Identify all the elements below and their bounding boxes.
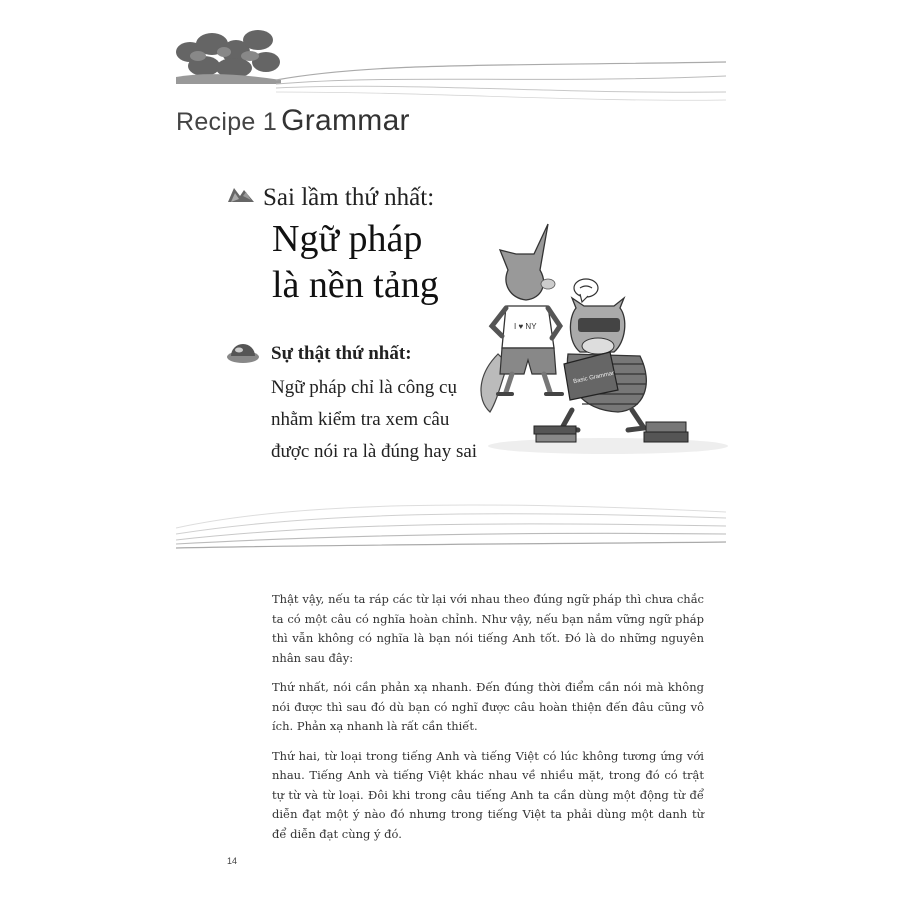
thumbs-down-icon — [226, 184, 256, 206]
body-paragraph: Thứ hai, từ loại trong tiếng Anh và tiếng Việt có lúc không tương ứng với nhau. Tiếng Anh và tiếng Việt khác nhau về nhiều mặt, trong đó có trật tự từ và từ loại. Đôi khi trong câu tiếng Anh ta cần dùng một động từ để diễn đạt một ý nào đó nhưng trong tiếng Việt ta phải dùng một danh từ để diễn đạt cùng ý đó. — [272, 748, 704, 841]
truth-line: Ngữ pháp chỉ là công cụ — [271, 377, 457, 398]
grammar-book-text: Basic Grammar — [572, 370, 615, 386]
body-paragraph: Thứ nhất, nói cần phản xạ nhanh. Đến đúng thời điểm cần nói mà không nói được thì sau đó dù bạn có nghĩ được câu hoàn thiện đến đâu cũng vô ích. Phản xạ nhanh là rất cần thiết. — [272, 680, 704, 733]
body-text — [272, 590, 704, 854]
speech-bubble — [574, 279, 598, 297]
truth-label: Sự thật thứ nhất: — [271, 343, 412, 364]
mistake-headline-line: Ngữ pháp — [272, 218, 423, 260]
recipe-title: Grammar — [281, 104, 410, 137]
truth-line: được nói ra là đúng hay sai — [271, 441, 478, 462]
mistake-label: Sai lầm thứ nhất: — [263, 184, 435, 211]
header-leaf-decoration — [176, 22, 726, 102]
mistake-headline — [272, 216, 439, 308]
body-paragraph: Thật vậy, nếu ta ráp các từ lại với nhau theo đúng ngữ pháp thì chưa chắc ta có một câu có nghĩa hoàn chỉnh. Như vậy, nếu bạn nắm vững ngữ pháp thì vẫn không có nghĩa là bạn nói tiếng Anh tốt. Đó là do những nguyên nhân sau đây: — [272, 592, 704, 665]
book-stack — [646, 422, 686, 432]
recipe-heading — [176, 104, 410, 138]
fox-shirt-text: I ♥ NY — [514, 322, 537, 331]
page-number: 14 — [227, 856, 238, 866]
truth-statement — [271, 372, 477, 468]
mistake-headline-line: là nền tảng — [272, 264, 439, 306]
fox-breath-puff — [541, 279, 555, 289]
fox-head — [500, 224, 548, 300]
wave-divider — [176, 492, 726, 552]
lightbulb-icon — [226, 340, 260, 364]
book-stack — [534, 426, 576, 434]
fox-and-cow-illustration — [468, 214, 728, 458]
recipe-number: Recipe 1 — [176, 108, 278, 136]
truth-line: nhằm kiểm tra xem câu — [271, 409, 450, 430]
fox-shorts — [500, 348, 556, 374]
